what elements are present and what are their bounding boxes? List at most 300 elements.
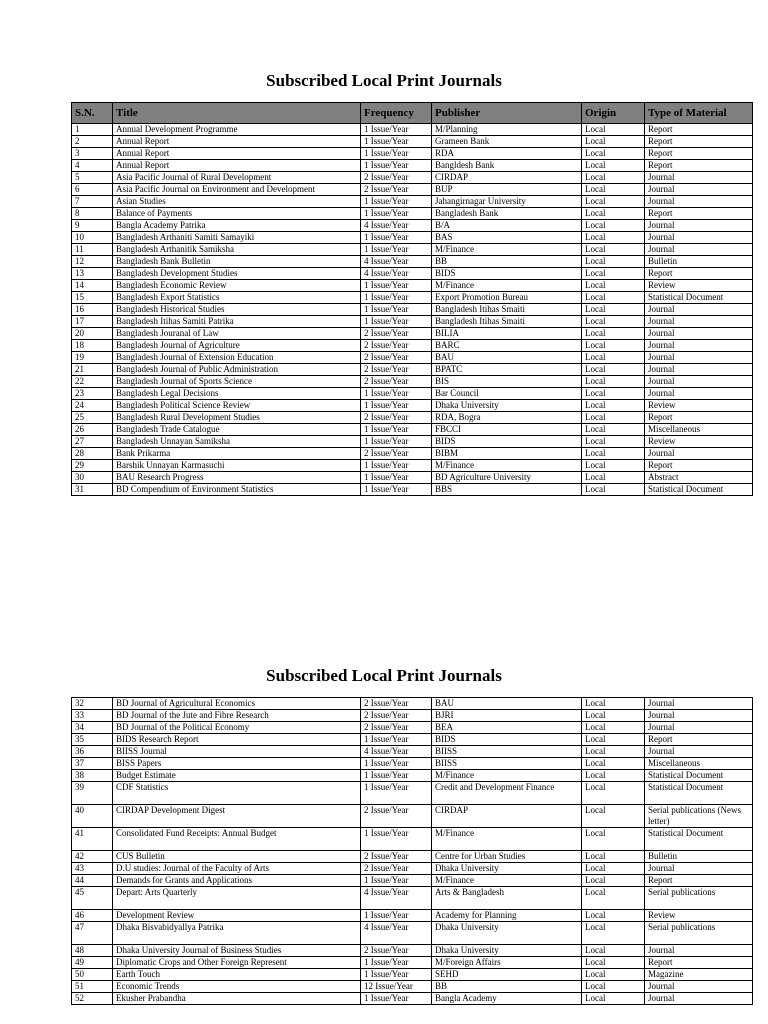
table-row bbox=[72, 184, 753, 196]
cell-frequency: 2 Issue/Year bbox=[361, 945, 432, 957]
cell-title: Bangladesh Export Statistics bbox=[113, 292, 361, 304]
cell-origin: Local bbox=[582, 722, 645, 734]
column-header-type: Type of Material bbox=[645, 103, 753, 124]
cell-type: Statistical Document bbox=[645, 770, 753, 782]
cell-sn: 13 bbox=[72, 268, 113, 280]
cell-type: Journal bbox=[645, 698, 753, 710]
cell-sn: 8 bbox=[72, 208, 113, 220]
cell-type: Journal bbox=[645, 448, 753, 460]
cell-publisher: SEHD bbox=[432, 969, 582, 981]
cell-type: Report bbox=[645, 160, 753, 172]
table-row bbox=[72, 136, 753, 148]
cell-type: Journal bbox=[645, 364, 753, 376]
cell-sn: 33 bbox=[72, 710, 113, 722]
cell-frequency: 1 Issue/Year bbox=[361, 734, 432, 746]
table-row bbox=[72, 208, 753, 220]
table-row bbox=[72, 316, 753, 328]
cell-frequency: 1 Issue/Year bbox=[361, 292, 432, 304]
cell-frequency: 1 Issue/Year bbox=[361, 400, 432, 412]
cell-type: Statistical Document bbox=[645, 782, 753, 805]
cell-publisher: Dhaka University bbox=[432, 945, 582, 957]
cell-sn: 5 bbox=[72, 172, 113, 184]
cell-origin: Local bbox=[582, 910, 645, 922]
cell-title: Earth Touch bbox=[113, 969, 361, 981]
cell-type: Miscellaneous bbox=[645, 758, 753, 770]
cell-publisher: Arts & Bangladesh bbox=[432, 887, 582, 910]
cell-sn: 18 bbox=[72, 340, 113, 352]
cell-publisher: CIRDAP bbox=[432, 172, 582, 184]
cell-origin: Local bbox=[582, 981, 645, 993]
cell-origin: Local bbox=[582, 758, 645, 770]
cell-frequency: 1 Issue/Year bbox=[361, 957, 432, 969]
cell-frequency: 2 Issue/Year bbox=[361, 851, 432, 863]
cell-sn: 17 bbox=[72, 316, 113, 328]
cell-origin: Local bbox=[582, 292, 645, 304]
cell-frequency: 1 Issue/Year bbox=[361, 148, 432, 160]
cell-type: Report bbox=[645, 875, 753, 887]
cell-type: Review bbox=[645, 910, 753, 922]
table-row bbox=[72, 805, 753, 828]
cell-sn: 49 bbox=[72, 957, 113, 969]
journals-table-page-1 bbox=[71, 102, 753, 496]
cell-origin: Local bbox=[582, 376, 645, 388]
table-row bbox=[72, 196, 753, 208]
cell-sn: 43 bbox=[72, 863, 113, 875]
table-row bbox=[72, 981, 753, 993]
cell-sn: 28 bbox=[72, 448, 113, 460]
cell-title: Diplomatic Crops and Other Foreign Represent bbox=[113, 957, 361, 969]
cell-title: Bangladesh Bank Bulletin bbox=[113, 256, 361, 268]
cell-origin: Local bbox=[582, 244, 645, 256]
cell-origin: Local bbox=[582, 424, 645, 436]
cell-type: Statistical Document bbox=[645, 828, 753, 851]
cell-sn: 51 bbox=[72, 981, 113, 993]
cell-frequency: 4 Issue/Year bbox=[361, 746, 432, 758]
cell-type: Serial publications bbox=[645, 887, 753, 910]
table-row bbox=[72, 698, 753, 710]
cell-origin: Local bbox=[582, 124, 645, 136]
cell-sn: 41 bbox=[72, 828, 113, 851]
cell-sn: 31 bbox=[72, 484, 113, 496]
table-row bbox=[72, 388, 753, 400]
cell-title: CIRDAP Development Digest bbox=[113, 805, 361, 828]
cell-title: Bangladesh Itihas Samiti Patrika bbox=[113, 316, 361, 328]
cell-origin: Local bbox=[582, 400, 645, 412]
cell-publisher: Bar Council bbox=[432, 388, 582, 400]
cell-sn: 27 bbox=[72, 436, 113, 448]
cell-title: Bangladesh Legal Decisions bbox=[113, 388, 361, 400]
cell-publisher: Dhaka University bbox=[432, 922, 582, 945]
cell-origin: Local bbox=[582, 316, 645, 328]
cell-publisher: Export Promotion Bureau bbox=[432, 292, 582, 304]
cell-sn: 50 bbox=[72, 969, 113, 981]
table-row bbox=[72, 782, 753, 805]
cell-title: Bangladesh Unnayan Samiksha bbox=[113, 436, 361, 448]
cell-publisher: BBS bbox=[432, 484, 582, 496]
cell-publisher: Academy for Planning bbox=[432, 910, 582, 922]
cell-sn: 15 bbox=[72, 292, 113, 304]
column-header-title: Title bbox=[113, 103, 361, 124]
cell-type: Journal bbox=[645, 376, 753, 388]
cell-frequency: 2 Issue/Year bbox=[361, 710, 432, 722]
cell-sn: 1 bbox=[72, 124, 113, 136]
cell-origin: Local bbox=[582, 851, 645, 863]
cell-title: Dhaka University Journal of Business Studies bbox=[113, 945, 361, 957]
cell-frequency: 12 Issue/Year bbox=[361, 981, 432, 993]
cell-publisher: M/Finance bbox=[432, 460, 582, 472]
cell-frequency: 1 Issue/Year bbox=[361, 758, 432, 770]
cell-publisher: Dhaka University bbox=[432, 400, 582, 412]
cell-sn: 19 bbox=[72, 352, 113, 364]
cell-sn: 45 bbox=[72, 887, 113, 910]
cell-title: BIISS Journal bbox=[113, 746, 361, 758]
cell-title: Development Review bbox=[113, 910, 361, 922]
cell-sn: 39 bbox=[72, 782, 113, 805]
cell-type: Journal bbox=[645, 232, 753, 244]
cell-publisher: Bangladesh Itihas Smaiti bbox=[432, 304, 582, 316]
cell-origin: Local bbox=[582, 280, 645, 292]
cell-frequency: 1 Issue/Year bbox=[361, 910, 432, 922]
cell-type: Report bbox=[645, 460, 753, 472]
table-header-row bbox=[72, 103, 753, 124]
cell-publisher: Bangladesh Bank bbox=[432, 208, 582, 220]
cell-sn: 4 bbox=[72, 160, 113, 172]
table-row bbox=[72, 268, 753, 280]
cell-title: Annual Development Programme bbox=[113, 124, 361, 136]
cell-type: Report bbox=[645, 734, 753, 746]
cell-publisher: Credit and Development Finance bbox=[432, 782, 582, 805]
cell-frequency: 2 Issue/Year bbox=[361, 172, 432, 184]
cell-origin: Local bbox=[582, 448, 645, 460]
cell-type: Journal bbox=[645, 710, 753, 722]
cell-title: CUS Bulletin bbox=[113, 851, 361, 863]
cell-frequency: 1 Issue/Year bbox=[361, 304, 432, 316]
cell-type: Journal bbox=[645, 981, 753, 993]
cell-sn: 36 bbox=[72, 746, 113, 758]
cell-origin: Local bbox=[582, 328, 645, 340]
cell-publisher: RDA, Bogra bbox=[432, 412, 582, 424]
cell-publisher: BARC bbox=[432, 340, 582, 352]
cell-type: Report bbox=[645, 136, 753, 148]
cell-type: Report bbox=[645, 208, 753, 220]
cell-type: Serial publications bbox=[645, 922, 753, 945]
cell-type: Journal bbox=[645, 220, 753, 232]
cell-publisher: BIDS bbox=[432, 436, 582, 448]
table-row bbox=[72, 770, 753, 782]
cell-title: Asia Pacific Journal on Environment and Development bbox=[113, 184, 361, 196]
cell-type: Journal bbox=[645, 388, 753, 400]
table-row bbox=[72, 376, 753, 388]
table-row bbox=[72, 887, 753, 910]
table-row bbox=[72, 232, 753, 244]
table-row bbox=[72, 863, 753, 875]
cell-sn: 42 bbox=[72, 851, 113, 863]
cell-publisher: M/Planning bbox=[432, 124, 582, 136]
cell-type: Report bbox=[645, 268, 753, 280]
cell-type: Magazine bbox=[645, 969, 753, 981]
cell-frequency: 1 Issue/Year bbox=[361, 160, 432, 172]
cell-origin: Local bbox=[582, 922, 645, 945]
cell-type: Journal bbox=[645, 722, 753, 734]
cell-frequency: 4 Issue/Year bbox=[361, 268, 432, 280]
cell-sn: 26 bbox=[72, 424, 113, 436]
cell-sn: 52 bbox=[72, 993, 113, 1005]
cell-frequency: 1 Issue/Year bbox=[361, 782, 432, 805]
cell-frequency: 1 Issue/Year bbox=[361, 196, 432, 208]
cell-frequency: 1 Issue/Year bbox=[361, 316, 432, 328]
cell-origin: Local bbox=[582, 208, 645, 220]
cell-publisher: BB bbox=[432, 981, 582, 993]
table-row bbox=[72, 993, 753, 1005]
cell-sn: 35 bbox=[72, 734, 113, 746]
cell-title: BD Journal of Agricultural Economics bbox=[113, 698, 361, 710]
cell-publisher: Dhaka University bbox=[432, 863, 582, 875]
cell-frequency: 4 Issue/Year bbox=[361, 922, 432, 945]
cell-type: Review bbox=[645, 280, 753, 292]
column-header-sn: S.N. bbox=[72, 103, 113, 124]
cell-frequency: 1 Issue/Year bbox=[361, 280, 432, 292]
cell-publisher: FBCCI bbox=[432, 424, 582, 436]
table-row bbox=[72, 160, 753, 172]
table-row bbox=[72, 910, 753, 922]
table-row bbox=[72, 424, 753, 436]
cell-type: Journal bbox=[645, 328, 753, 340]
cell-publisher: BUP bbox=[432, 184, 582, 196]
table-row bbox=[72, 280, 753, 292]
cell-title: Bangladesh Journal of Agriculture bbox=[113, 340, 361, 352]
cell-title: Dhaka Bisvabidyallya Patrika bbox=[113, 922, 361, 945]
cell-type: Statistical Document bbox=[645, 484, 753, 496]
cell-frequency: 1 Issue/Year bbox=[361, 969, 432, 981]
cell-title: BD Journal of the Jute and Fibre Research bbox=[113, 710, 361, 722]
cell-title: Demands for Grants and Applications bbox=[113, 875, 361, 887]
cell-origin: Local bbox=[582, 698, 645, 710]
cell-publisher: Centre for Urban Studies bbox=[432, 851, 582, 863]
table-row bbox=[72, 352, 753, 364]
cell-frequency: 4 Issue/Year bbox=[361, 887, 432, 910]
cell-publisher: BIS bbox=[432, 376, 582, 388]
cell-publisher: Bangla Academy bbox=[432, 993, 582, 1005]
cell-type: Statistical Document bbox=[645, 292, 753, 304]
cell-origin: Local bbox=[582, 710, 645, 722]
cell-type: Journal bbox=[645, 746, 753, 758]
cell-publisher: BB bbox=[432, 256, 582, 268]
cell-title: BD Journal of the Political Economy bbox=[113, 722, 361, 734]
cell-type: Report bbox=[645, 148, 753, 160]
cell-frequency: 2 Issue/Year bbox=[361, 805, 432, 828]
table-row bbox=[72, 828, 753, 851]
table-row bbox=[72, 472, 753, 484]
cell-type: Bulletin bbox=[645, 256, 753, 268]
cell-title: D.U studies: Journal of the Faculty of Arts bbox=[113, 863, 361, 875]
cell-publisher: Grameen Bank bbox=[432, 136, 582, 148]
cell-publisher: M/Finance bbox=[432, 770, 582, 782]
table-row bbox=[72, 875, 753, 887]
cell-sn: 24 bbox=[72, 400, 113, 412]
page-title-continued: Subscribed Local Print Journals bbox=[266, 666, 502, 685]
cell-sn: 23 bbox=[72, 388, 113, 400]
table-row bbox=[72, 304, 753, 316]
cell-title: BIDS Research Report bbox=[113, 734, 361, 746]
table-row bbox=[72, 746, 753, 758]
cell-frequency: 2 Issue/Year bbox=[361, 340, 432, 352]
cell-frequency: 2 Issue/Year bbox=[361, 863, 432, 875]
cell-title: Bangladesh Journal of Extension Education bbox=[113, 352, 361, 364]
cell-frequency: 1 Issue/Year bbox=[361, 484, 432, 496]
cell-type: Abstract bbox=[645, 472, 753, 484]
cell-type: Journal bbox=[645, 352, 753, 364]
cell-origin: Local bbox=[582, 805, 645, 828]
cell-title: Bangladesh Jouranal of Law bbox=[113, 328, 361, 340]
cell-title: Asian Studies bbox=[113, 196, 361, 208]
cell-frequency: 1 Issue/Year bbox=[361, 828, 432, 851]
cell-origin: Local bbox=[582, 782, 645, 805]
cell-type: Serial publications (News letter) bbox=[645, 805, 753, 828]
cell-title: Bangladesh Economic Review bbox=[113, 280, 361, 292]
cell-publisher: Bangldesh Bank bbox=[432, 160, 582, 172]
cell-title: Bank Prikarma bbox=[113, 448, 361, 460]
cell-title: BISS Papers bbox=[113, 758, 361, 770]
cell-origin: Local bbox=[582, 436, 645, 448]
table-row bbox=[72, 969, 753, 981]
cell-sn: 44 bbox=[72, 875, 113, 887]
table-row bbox=[72, 172, 753, 184]
cell-publisher: RDA bbox=[432, 148, 582, 160]
cell-title: Budget Estimate bbox=[113, 770, 361, 782]
table-row bbox=[72, 412, 753, 424]
cell-title: Depart: Arts Quarterly bbox=[113, 887, 361, 910]
cell-origin: Local bbox=[582, 993, 645, 1005]
cell-origin: Local bbox=[582, 484, 645, 496]
cell-frequency: 2 Issue/Year bbox=[361, 328, 432, 340]
cell-origin: Local bbox=[582, 472, 645, 484]
cell-sn: 6 bbox=[72, 184, 113, 196]
cell-title: Bangladesh Arthaniti Samiti Samayiki bbox=[113, 232, 361, 244]
cell-sn: 34 bbox=[72, 722, 113, 734]
cell-publisher: BIISS bbox=[432, 746, 582, 758]
table-row bbox=[72, 734, 753, 746]
cell-sn: 3 bbox=[72, 148, 113, 160]
cell-sn: 2 bbox=[72, 136, 113, 148]
table-row bbox=[72, 364, 753, 376]
cell-sn: 11 bbox=[72, 244, 113, 256]
cell-title: BAU Research Progress bbox=[113, 472, 361, 484]
cell-sn: 30 bbox=[72, 472, 113, 484]
cell-origin: Local bbox=[582, 969, 645, 981]
cell-type: Journal bbox=[645, 172, 753, 184]
cell-title: Bangladesh Trade Catalogue bbox=[113, 424, 361, 436]
cell-frequency: 2 Issue/Year bbox=[361, 722, 432, 734]
cell-sn: 10 bbox=[72, 232, 113, 244]
cell-origin: Local bbox=[582, 957, 645, 969]
cell-origin: Local bbox=[582, 256, 645, 268]
table-row bbox=[72, 758, 753, 770]
table-row bbox=[72, 256, 753, 268]
cell-frequency: 1 Issue/Year bbox=[361, 472, 432, 484]
cell-title: Bangladesh Journal of Public Administration bbox=[113, 364, 361, 376]
cell-origin: Local bbox=[582, 887, 645, 910]
cell-frequency: 2 Issue/Year bbox=[361, 364, 432, 376]
cell-sn: 46 bbox=[72, 910, 113, 922]
cell-publisher: M/Finance bbox=[432, 875, 582, 887]
cell-frequency: 1 Issue/Year bbox=[361, 770, 432, 782]
cell-frequency: 1 Issue/Year bbox=[361, 875, 432, 887]
cell-title: Bangladesh Journal of Sports Science bbox=[113, 376, 361, 388]
cell-type: Journal bbox=[645, 993, 753, 1005]
table-row bbox=[72, 460, 753, 472]
cell-origin: Local bbox=[582, 412, 645, 424]
table-row bbox=[72, 244, 753, 256]
cell-publisher: BD Agriculture University bbox=[432, 472, 582, 484]
cell-type: Journal bbox=[645, 304, 753, 316]
cell-frequency: 4 Issue/Year bbox=[361, 256, 432, 268]
cell-origin: Local bbox=[582, 232, 645, 244]
cell-sn: 22 bbox=[72, 376, 113, 388]
table-row bbox=[72, 922, 753, 945]
cell-origin: Local bbox=[582, 388, 645, 400]
table-row bbox=[72, 945, 753, 957]
journals-table-page-2 bbox=[71, 697, 753, 1005]
cell-publisher: CIRDAP bbox=[432, 805, 582, 828]
column-header-frequency: Frequency bbox=[361, 103, 432, 124]
cell-publisher: BPATC bbox=[432, 364, 582, 376]
cell-publisher: BJRI bbox=[432, 710, 582, 722]
cell-frequency: 1 Issue/Year bbox=[361, 436, 432, 448]
table-row bbox=[72, 148, 753, 160]
cell-origin: Local bbox=[582, 136, 645, 148]
cell-title: CDF Statistics bbox=[113, 782, 361, 805]
cell-type: Review bbox=[645, 436, 753, 448]
cell-sn: 40 bbox=[72, 805, 113, 828]
table-row bbox=[72, 722, 753, 734]
cell-publisher: BEA bbox=[432, 722, 582, 734]
table-row bbox=[72, 340, 753, 352]
table-row bbox=[72, 292, 753, 304]
cell-origin: Local bbox=[582, 364, 645, 376]
cell-frequency: 1 Issue/Year bbox=[361, 136, 432, 148]
cell-origin: Local bbox=[582, 734, 645, 746]
cell-origin: Local bbox=[582, 172, 645, 184]
cell-publisher: Jahangirnagar University bbox=[432, 196, 582, 208]
cell-title: Barshik Unnayan Karmasuchi bbox=[113, 460, 361, 472]
cell-publisher: M/Finance bbox=[432, 280, 582, 292]
cell-origin: Local bbox=[582, 160, 645, 172]
cell-title: Balance of Payments bbox=[113, 208, 361, 220]
cell-sn: 21 bbox=[72, 364, 113, 376]
cell-sn: 9 bbox=[72, 220, 113, 232]
cell-publisher: BILIA bbox=[432, 328, 582, 340]
cell-publisher: Bangladesh Itihas Smaiti bbox=[432, 316, 582, 328]
cell-origin: Local bbox=[582, 184, 645, 196]
cell-frequency: 2 Issue/Year bbox=[361, 352, 432, 364]
cell-publisher: BAU bbox=[432, 352, 582, 364]
table-row bbox=[72, 957, 753, 969]
cell-origin: Local bbox=[582, 828, 645, 851]
cell-type: Report bbox=[645, 412, 753, 424]
cell-origin: Local bbox=[582, 460, 645, 472]
cell-sn: 48 bbox=[72, 945, 113, 957]
cell-sn: 37 bbox=[72, 758, 113, 770]
cell-publisher: BIBM bbox=[432, 448, 582, 460]
cell-frequency: 1 Issue/Year bbox=[361, 124, 432, 136]
cell-origin: Local bbox=[582, 304, 645, 316]
table-row bbox=[72, 124, 753, 136]
cell-title: Asia Pacific Journal of Rural Development bbox=[113, 172, 361, 184]
cell-origin: Local bbox=[582, 340, 645, 352]
cell-sn: 29 bbox=[72, 460, 113, 472]
cell-origin: Local bbox=[582, 352, 645, 364]
cell-origin: Local bbox=[582, 268, 645, 280]
